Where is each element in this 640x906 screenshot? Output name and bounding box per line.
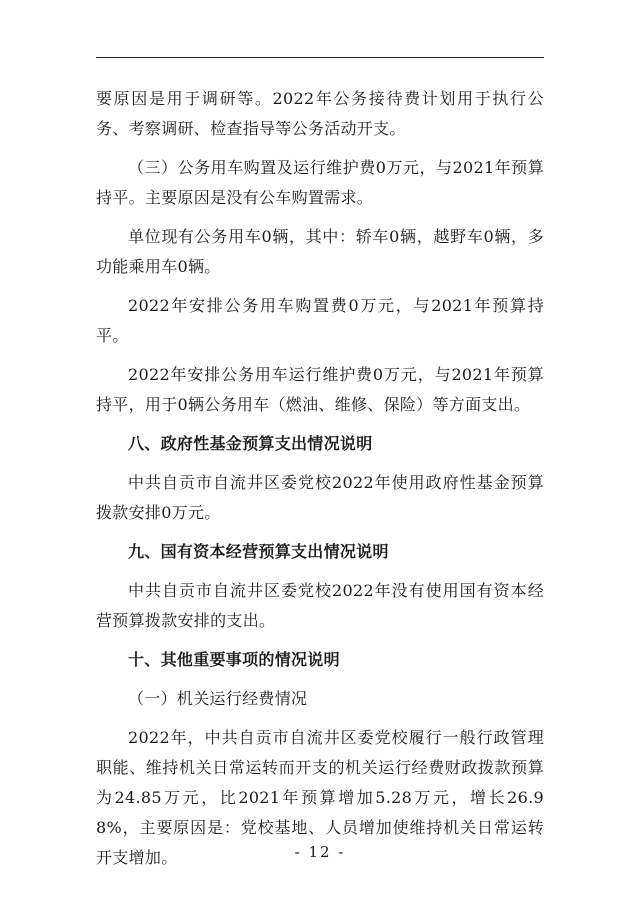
paragraph: 2022年，中共自贡市自流井区委党校履行一般行政管理职能、维持机关日常运转而开支的机关运行经费财政拨款预算为24.85万元，比2021年预算增加5.28万元，增长26.98%，主要原因是：党校基地、人员增加使维持机关日常运转开支增加。 <box>96 728 544 867</box>
paragraph: （三）公务用车购置及运行维护费0万元，与2021年预算持平。主要原因是没有公车购置需求。 <box>96 158 544 207</box>
paragraph: 单位现有公务用车0辆，其中：轿车0辆，越野车0辆，多功能乘用车0辆。 <box>96 227 544 276</box>
subsection-heading: （一）机关运行经费情况 <box>128 689 308 708</box>
header-rule <box>96 57 544 58</box>
document-body <box>96 84 544 873</box>
paragraph: 2022年安排公务用车购置费0万元，与2021年预算持平。 <box>96 296 544 345</box>
section-heading: 十、其他重要事项的情况说明 <box>128 650 340 669</box>
paragraph: 中共自贡市自流井区委党校2022年使用政府性基金预算拨款安排0万元。 <box>96 473 544 522</box>
paragraph: 2022年安排公务用车运行维护费0万元，与2021年预算持平，用于0辆公务用车（燃油、维修、保险）等方面支出。 <box>96 365 544 414</box>
paragraph: 要原因是用于调研等。2022年公务接待费计划用于执行公务、考察调研、检查指导等公务活动开支。 <box>96 89 544 138</box>
page-number: - 12 - <box>294 843 346 861</box>
section-heading: 九、国有资本经营预算支出情况说明 <box>128 542 389 561</box>
paragraph: 中共自贡市自流井区委党校2022年没有使用国有资本经营预算拨款安排的支出。 <box>96 581 544 630</box>
section-heading: 八、政府性基金预算支出情况说明 <box>128 434 373 453</box>
